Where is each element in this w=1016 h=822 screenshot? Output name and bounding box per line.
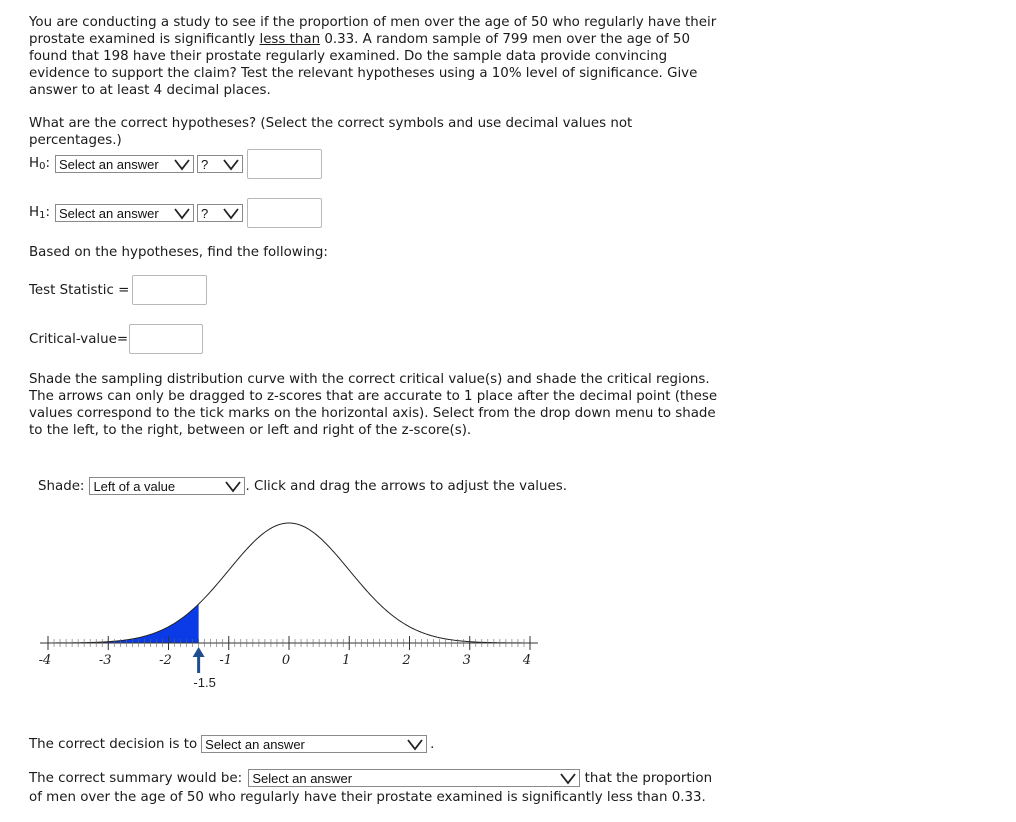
arrow-up-icon[interactable]	[193, 647, 205, 657]
critical-value-input[interactable]	[129, 324, 203, 354]
find-prompt: Based on the hypotheses, find the following:	[29, 245, 328, 260]
critical-value-row	[29, 324, 203, 354]
chevron-down-icon	[223, 157, 239, 171]
tick-label: 1	[342, 653, 351, 668]
arrow-value-label: -1.5	[193, 675, 216, 690]
hypotheses-prompt: What are the correct hypotheses? (Select the correct symbols and use decimal values not percentages.)	[29, 116, 633, 148]
decision-row	[29, 734, 434, 754]
chevron-down-icon	[407, 737, 423, 751]
chevron-down-icon	[225, 479, 241, 493]
shade-hint: . Click and drag the arrows to adjust the values.	[245, 478, 567, 494]
decision-end: .	[430, 736, 435, 752]
question-text-part2: 0.33. A random sample of 799 men over the age of 50 found that 198 have their prostate regularly examined. Do the sample data provide convincing evidence to support the claim? Test the relevant hypotheses using a 10% level of significance. Give answer to at least 4 decimal places.	[29, 32, 698, 98]
summary-block	[29, 769, 729, 807]
shade-select[interactable]: Left of a value	[89, 477, 245, 495]
emphasis-less-than: less than	[259, 32, 321, 47]
shade-label: Shade:	[38, 478, 85, 494]
h1-label: $H_1$:	[29, 205, 50, 221]
tick-label: -2	[159, 653, 172, 668]
critical-value-arrow[interactable]	[193, 647, 216, 690]
h1-parameter-select[interactable]: Select an answer	[55, 204, 194, 222]
tick-label: -1	[219, 653, 233, 668]
normal-curve	[48, 523, 530, 643]
question-text-part1: You are conducting a study to see if the proportion of men over the age of 50 who regularly have their prostate examined is significantly	[29, 15, 717, 47]
h1-value-input[interactable]	[247, 198, 322, 228]
normal-distribution-chart[interactable]	[0, 500, 600, 700]
test-statistic-label: Test Statistic =	[29, 282, 130, 298]
summary-select[interactable]: Select an answer	[248, 769, 580, 787]
decision-select[interactable]: Select an answer	[201, 735, 427, 753]
shade-row	[38, 476, 567, 496]
chevron-down-icon	[174, 206, 190, 220]
h1-row	[29, 198, 322, 228]
tick-label: 4	[522, 653, 532, 668]
summary-label: The correct summary would be:	[29, 771, 243, 786]
shade-instructions: Shade the sampling distribution curve with the correct critical value(s) and shade the critical regions. The arrows can only be dragged to z-scores that are accurate to 1 place after the decimal point (these values correspond to the tick marks on the horizontal axis). Select from the drop down menu to shade to the left, to the right, between or left and right of the z-score(s).	[29, 372, 718, 438]
shaded-critical-region	[48, 604, 199, 643]
h0-value-input[interactable]	[247, 149, 322, 179]
tick-label: 0	[281, 653, 291, 668]
h0-symbol-select[interactable]: ?	[197, 155, 243, 173]
h1-symbol-select[interactable]: ?	[197, 204, 243, 222]
chevron-down-icon	[223, 206, 239, 220]
chevron-down-icon	[174, 157, 190, 171]
h0-row	[29, 149, 322, 179]
tick-label: 3	[462, 653, 471, 668]
h0-parameter-select[interactable]: Select an answer	[55, 155, 194, 173]
chevron-down-icon	[560, 771, 576, 785]
tick-label: -3	[98, 653, 112, 668]
tick-label: 2	[402, 653, 411, 668]
summary-tail: that the proportion of men over the age of 50 who regularly have their prostate examined is significantly less than 0.33.	[29, 771, 713, 805]
question-text	[29, 14, 729, 99]
critical-value-label: Critical-value=	[29, 331, 129, 347]
decision-label: The correct decision is to	[29, 736, 198, 752]
test-statistic-input[interactable]	[132, 275, 207, 305]
tick-label: -4	[38, 653, 52, 668]
test-statistic-row	[29, 275, 207, 305]
h0-label: $H_0$:	[29, 156, 50, 172]
